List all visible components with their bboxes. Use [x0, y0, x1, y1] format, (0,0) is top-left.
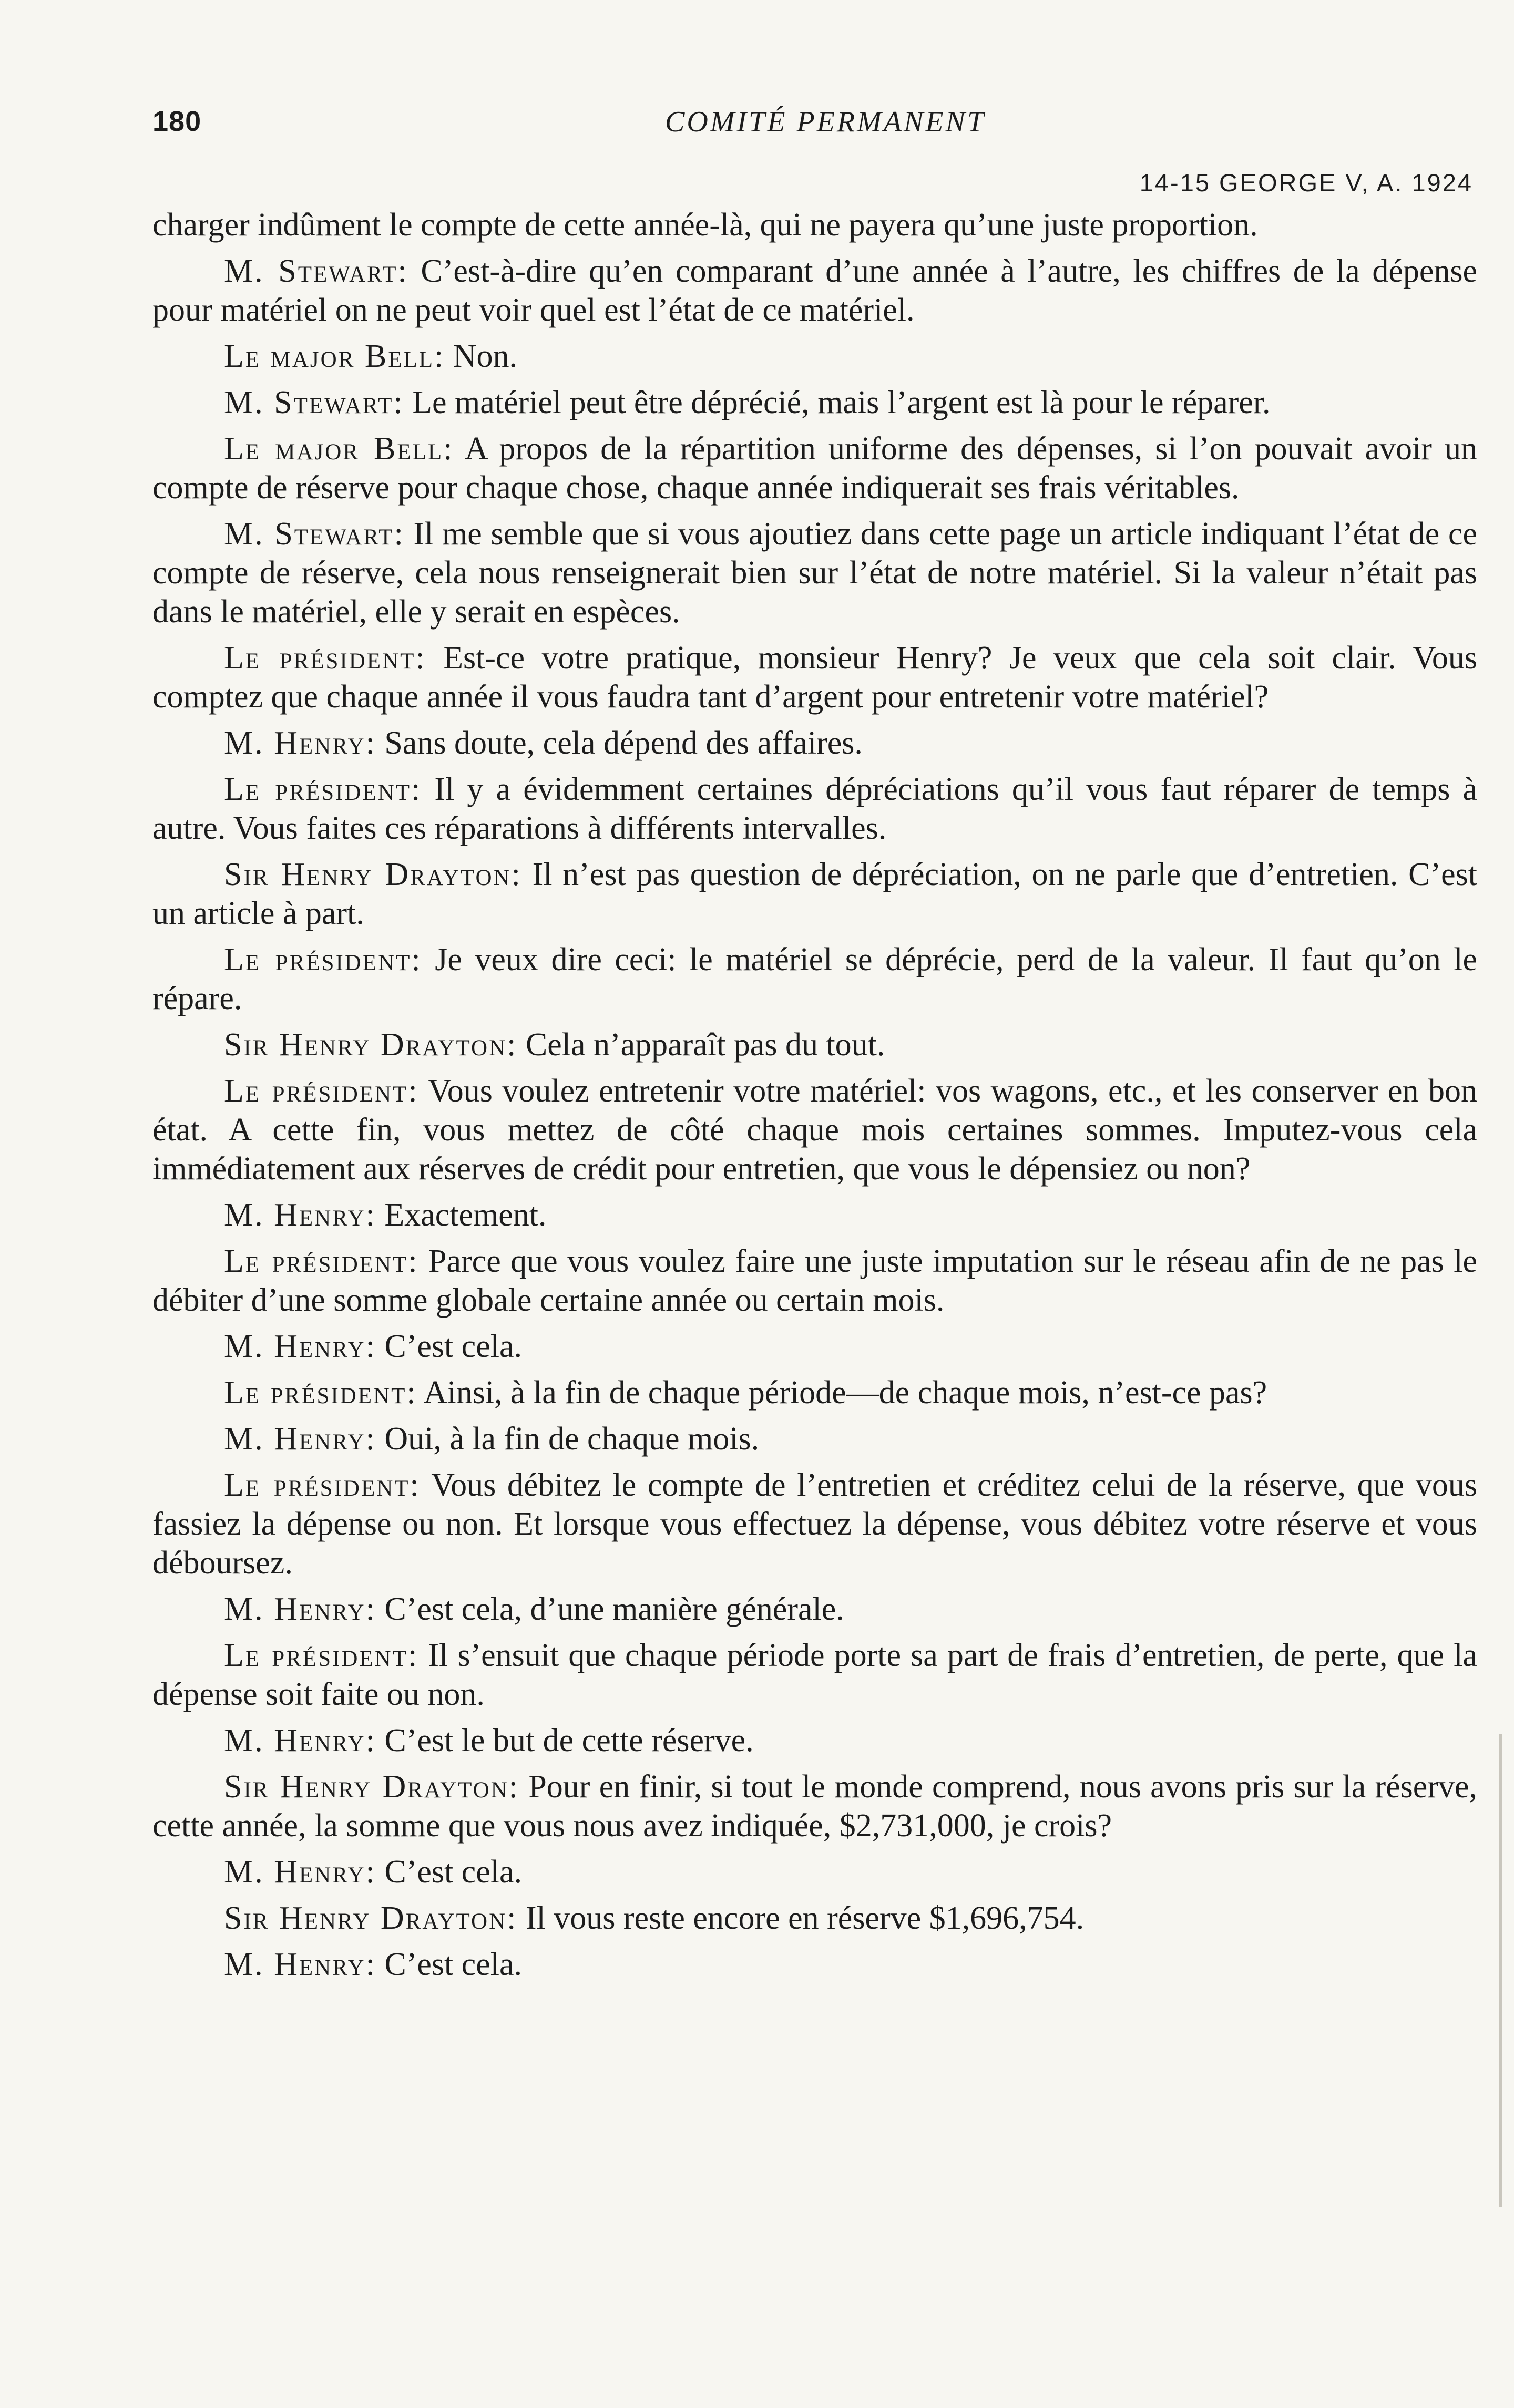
paragraph-text: C’est-à-dire qu’en comparant d’une année à l’autre, les chiffres de la dépense pour matériel on ne peut voir quel est l’état de ce matériel.: [152, 253, 1478, 328]
paragraph-text: Parce que vous voulez faire une juste imputation sur le réseau afin de ne pas le débiter d’une somme globale certaine année ou certain mois.: [152, 1243, 1478, 1318]
paragraph-text: A propos de la répartition uniforme des dépenses, si l’on pouvait avoir un compte de réserve pour chaque chose, chaque année indiquerait ses frais véritables.: [152, 431, 1477, 506]
paragraph-text: C’est cela.: [384, 1947, 522, 1982]
speaker-name: Le président:: [224, 771, 422, 807]
speaker-name: Le major Bell:: [224, 431, 454, 467]
paragraph-text: Sans doute, cela dépend des affaires.: [384, 725, 863, 761]
transcript-paragraph: [152, 1899, 1477, 1938]
speaker-name: Sir Henry Drayton:: [224, 1769, 519, 1805]
speaker-name: M. Henry:: [224, 725, 376, 761]
transcript-paragraph: [152, 724, 1477, 763]
speaker-name: Le président:: [224, 942, 422, 977]
transcript-paragraph: [152, 1419, 1477, 1458]
transcript-paragraph: [152, 940, 1477, 1018]
paragraph-text: C’est cela.: [384, 1854, 522, 1890]
speaker-name: M. Henry:: [224, 1591, 376, 1627]
transcript-paragraph: [152, 770, 1477, 848]
speaker-name: M. Henry:: [224, 1947, 376, 1982]
transcript-paragraph: [152, 514, 1477, 631]
paragraph-text: C’est cela, d’une manière générale.: [384, 1591, 844, 1627]
speaker-name: M. Henry:: [224, 1197, 376, 1233]
transcript-paragraph: [152, 855, 1477, 933]
paragraph-text: Ainsi, à la fin de chaque période—de chaque mois, n’est-ce pas?: [423, 1375, 1267, 1411]
running-title: COMITÉ PERMANENT: [665, 106, 986, 138]
paragraph-text: Vous débitez le compte de l’entretien et créditez celui de la réserve, que vous fassiez la dépense ou non. Et lorsque vous effectuez la dépense, vous débitez votre réserve et vous déboursez.: [152, 1467, 1477, 1581]
page: [152, 105, 1477, 1991]
speaker-name: Le président:: [224, 1638, 419, 1673]
session-line: 14-15 GEORGE V, A. 1924: [1139, 169, 1473, 197]
transcript-paragraph: [152, 1242, 1477, 1320]
transcript-paragraph: [152, 1636, 1477, 1714]
paragraph-text: charger indûment le compte de cette année-là, qui ne payera qu’une juste proportion.: [152, 207, 1258, 243]
speaker-name: M. Henry:: [224, 1421, 376, 1457]
speaker-name: M. Stewart:: [224, 385, 404, 420]
transcript-paragraph: [152, 252, 1477, 330]
page-header: [152, 105, 1477, 163]
paragraph-text: Il s’ensuit que chaque période porte sa part de frais d’entretien, de perte, que la dépense soit faite ou non.: [152, 1638, 1477, 1712]
speaker-name: Le président:: [224, 1375, 417, 1411]
speaker-name: Sir Henry Drayton:: [224, 857, 522, 892]
paragraph-text: Non.: [453, 338, 518, 374]
transcript-paragraph: [152, 337, 1477, 376]
speaker-name: Le président:: [224, 1243, 419, 1279]
speaker-name: Sir Henry Drayton:: [224, 1900, 518, 1936]
page-number: 180: [152, 106, 202, 137]
paragraph-text: Je veux dire ceci: le matériel se déprécie, perd de la valeur. Il faut qu’on le répare.: [152, 942, 1478, 1016]
paragraph-text: Est-ce votre pratique, monsieur Henry? Je veux que cela soit clair. Vous comptez que chaque année il vous faudra tant d’argent pour entretenir votre matériel?: [152, 640, 1477, 715]
paragraph-text: Oui, à la fin de chaque mois.: [384, 1421, 760, 1457]
transcript-paragraph: [152, 1072, 1477, 1188]
paragraph-text: Il me semble que si vous ajoutiez dans cette page un article indiquant l’état de ce compte de réserve, cela nous renseignerait bien sur l’état de notre matériel. Si la valeur n’était pas dans le matériel, elle y serait en espèces.: [152, 516, 1477, 630]
speaker-name: M. Henry:: [224, 1329, 376, 1364]
transcript-paragraph: [152, 1590, 1477, 1629]
paragraph-text: Cela n’apparaît pas du tout.: [525, 1027, 885, 1063]
transcript-paragraph: [152, 1327, 1477, 1366]
transcript-body: [152, 205, 1477, 1984]
paragraph-text: C’est le but de cette réserve.: [384, 1723, 754, 1758]
transcript-paragraph: [152, 1853, 1477, 1891]
paragraph-text: C’est cela.: [384, 1329, 522, 1364]
speaker-name: M. Henry:: [224, 1723, 376, 1758]
speaker-name: Sir Henry Drayton:: [224, 1027, 518, 1063]
paragraph-text: Vous voulez entretenir votre matériel: vos wagons, etc., et les conserver en bon état. A cette fin, vous mettez de côté chaque mois certaines sommes. Imputez-vous cela immédiatement aux réserves de crédit pour entretien, que vous le dépensiez ou non?: [152, 1073, 1477, 1187]
paragraph-text: Le matériel peut être déprécié, mais l’argent est là pour le réparer.: [412, 385, 1271, 420]
transcript-paragraph: [152, 1945, 1477, 1984]
paragraph-text: Il y a évidemment certaines dépréciations qu’il vous faut réparer de temps à autre. Vous faites ces réparations à différents intervalles.: [152, 771, 1477, 846]
paragraph-text: Il n’est pas question de dépréciation, on ne parle que d’entretien. C’est un article à part.: [152, 857, 1478, 931]
speaker-name: Le président:: [224, 1073, 419, 1109]
transcript-paragraph: [152, 1466, 1477, 1582]
transcript-paragraph: [152, 1767, 1477, 1845]
transcript-paragraph: [152, 1025, 1477, 1064]
transcript-paragraph: [152, 1196, 1477, 1234]
paragraph-text: Il vous reste encore en réserve $1,696,754.: [525, 1900, 1085, 1936]
transcript-paragraph: [152, 1721, 1477, 1760]
speaker-name: M. Stewart:: [224, 253, 408, 289]
paragraph-text: Exactement.: [384, 1197, 547, 1233]
speaker-name: Le président:: [224, 640, 426, 676]
scan-edge-mark: [1499, 1734, 1502, 2207]
transcript-paragraph: [152, 383, 1477, 422]
transcript-paragraph: [152, 1373, 1477, 1412]
speaker-name: M. Henry:: [224, 1854, 376, 1890]
transcript-paragraph: [152, 429, 1477, 507]
transcript-paragraph: [152, 205, 1477, 244]
speaker-name: Le président:: [224, 1467, 421, 1503]
speaker-name: Le major Bell:: [224, 338, 445, 374]
speaker-name: M. Stewart:: [224, 516, 405, 552]
paragraph-text: Pour en finir, si tout le monde comprend, nous avons pris sur la réserve, cette année, la somme que vous nous avez indiquée, $2,731,000, je crois?: [152, 1769, 1477, 1844]
transcript-paragraph: [152, 639, 1477, 716]
